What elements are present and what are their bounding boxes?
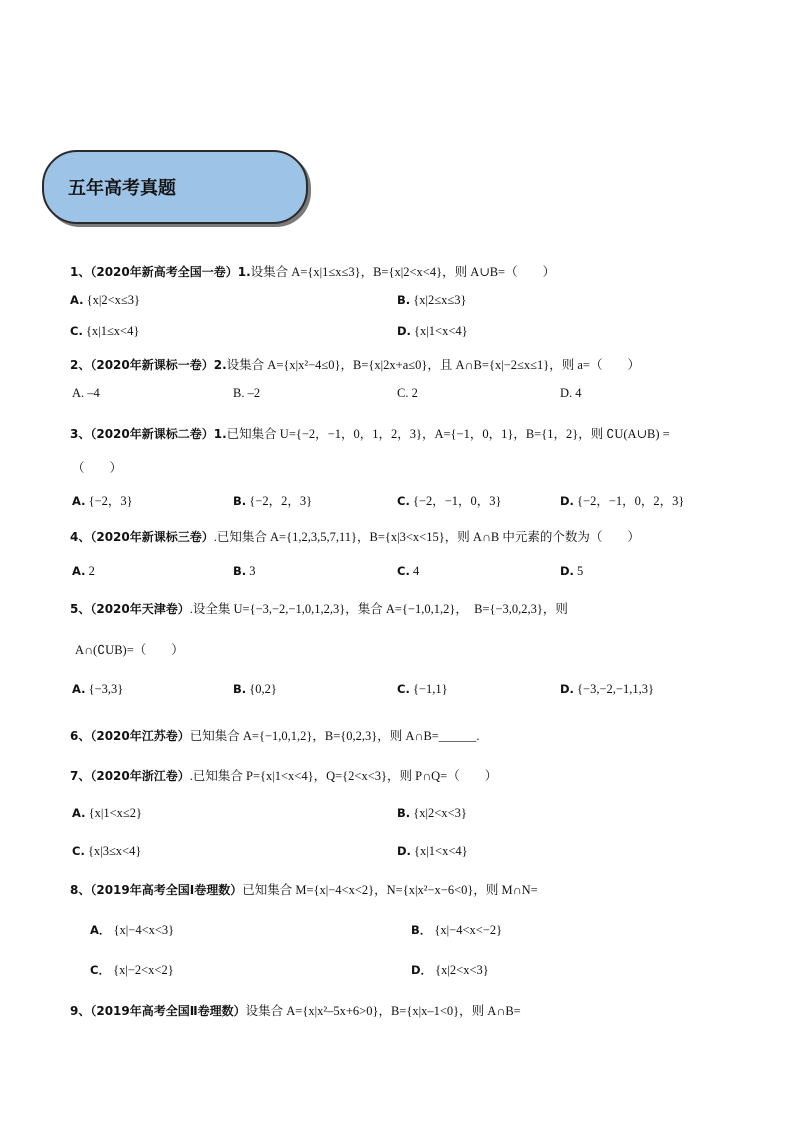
option-a: A． {x|−4<x<3} xyxy=(90,923,175,937)
option-b: B. {x|2<x<3} xyxy=(397,806,467,820)
option-d: D. {x|1<x<4} xyxy=(397,324,468,338)
option-b: B. 3 xyxy=(233,564,256,578)
option-b: B． {x|−4<x<−2} xyxy=(411,923,503,937)
option-d: D. 5 xyxy=(560,564,584,578)
question-stem: .已知集合 A={1,2,3,5,7,11}，B={x|3<x<15}，则 A∩B 中元素的个数为（ ） xyxy=(213,530,640,544)
option-a: A. {−3,3} xyxy=(72,682,124,696)
option-d: D． {x|2<x<3} xyxy=(411,963,489,977)
question-stem: .设全集 U={−3,−2,−1,0,1,2,3}，集合 A={−1,0,1,2}， B={−3,0,2,3}，则 xyxy=(189,602,568,616)
question-source: 1、（2020年新高考全国一卷）1. xyxy=(70,265,251,279)
question-3 xyxy=(70,424,670,442)
question-4 xyxy=(70,527,640,545)
option-c: C. 4 xyxy=(397,564,420,578)
section-title: 五年高考真题 xyxy=(68,178,176,199)
question-stem: 设集合 A={x|x²–5x+6>0}，B={x|x–1<0}，则 A∩B= xyxy=(245,1004,521,1018)
question-stem: 已知集合 U={−2，−1，0，1，2，3}，A={−1，0，1}，B={1，2}，则 ∁U(A∪B) = xyxy=(226,427,670,441)
option-c: C. {−1,1} xyxy=(397,682,448,696)
question-source: 4、（2020年新课标三卷） xyxy=(70,530,214,544)
question-8 xyxy=(70,880,538,898)
option-b: B. {x|2≤x≤3} xyxy=(397,293,467,307)
question-source: 9、（2019年高考全国Ⅱ卷理数） xyxy=(70,1004,246,1018)
option-b: B. {0,2} xyxy=(233,682,277,696)
question-5 xyxy=(70,599,568,617)
question-9 xyxy=(70,1001,521,1019)
question-stem-continued: A∩(∁UB)=（ ） xyxy=(75,643,184,657)
option-a: A. –4 xyxy=(72,386,100,400)
option-c: C． {x|−2<x<2} xyxy=(90,963,174,977)
question-stem: 已知集合 M={x|−4<x<2}，N={x|x²−x−6<0}，则 M∩N= xyxy=(242,883,538,897)
option-c: C. {x|3≤x<4} xyxy=(72,844,142,858)
question-2 xyxy=(70,355,640,373)
option-d: D. {x|1<x<4} xyxy=(397,844,468,858)
option-c: C. 2 xyxy=(397,386,418,400)
option-d: D. {−2，−1，0，2，3} xyxy=(560,494,685,508)
question-1 xyxy=(70,262,555,280)
option-d: D. {−3,−2,−1,1,3} xyxy=(560,682,654,696)
question-stem: 设集合 A={x|1≤x≤3}，B={x|2<x<4}，则 A∪B=（ ） xyxy=(250,265,556,279)
option-d: D. 4 xyxy=(560,386,582,400)
option-b: B. {−2，2，3} xyxy=(233,494,313,508)
question-source: 6、（2020年江苏卷） xyxy=(70,729,190,743)
question-6 xyxy=(70,726,479,744)
option-b: B. –2 xyxy=(233,386,261,400)
question-source: 2、（2020年新课标一卷）2. xyxy=(70,358,227,372)
option-a: A. 2 xyxy=(72,564,95,578)
option-c: C. {−2，−1，0，3} xyxy=(397,494,502,508)
question-source: 5、（2020年天津卷） xyxy=(70,602,190,616)
question-source: 8、（2019年高考全国Ⅰ卷理数） xyxy=(70,883,243,897)
question-source: 3、（2020年新课标二卷）1. xyxy=(70,427,227,441)
question-source: 7、（2020年浙江卷） xyxy=(70,769,190,783)
option-a: A. {x|2<x≤3} xyxy=(70,293,141,307)
question-stem: 设集合 A={x|x²−4≤0}，B={x|2x+a≤0}，且 A∩B={x|−2≤x≤1}，则 a=（ ） xyxy=(226,358,640,372)
option-c: C. {x|1≤x<4} xyxy=(70,324,140,338)
question-stem: .已知集合 P={x|1<x<4}，Q={2<x<3}，则 P∩Q=（ ） xyxy=(189,769,498,783)
option-a: A. {−2，3} xyxy=(72,494,133,508)
question-stem: 已知集合 A={−1,0,1,2}，B={0,2,3}，则 A∩B=______. xyxy=(189,729,480,743)
question-7 xyxy=(70,766,497,784)
question-stem-continued: （ ） xyxy=(72,461,123,475)
option-a: A. {x|1<x≤2} xyxy=(72,806,143,820)
section-banner xyxy=(42,150,308,224)
